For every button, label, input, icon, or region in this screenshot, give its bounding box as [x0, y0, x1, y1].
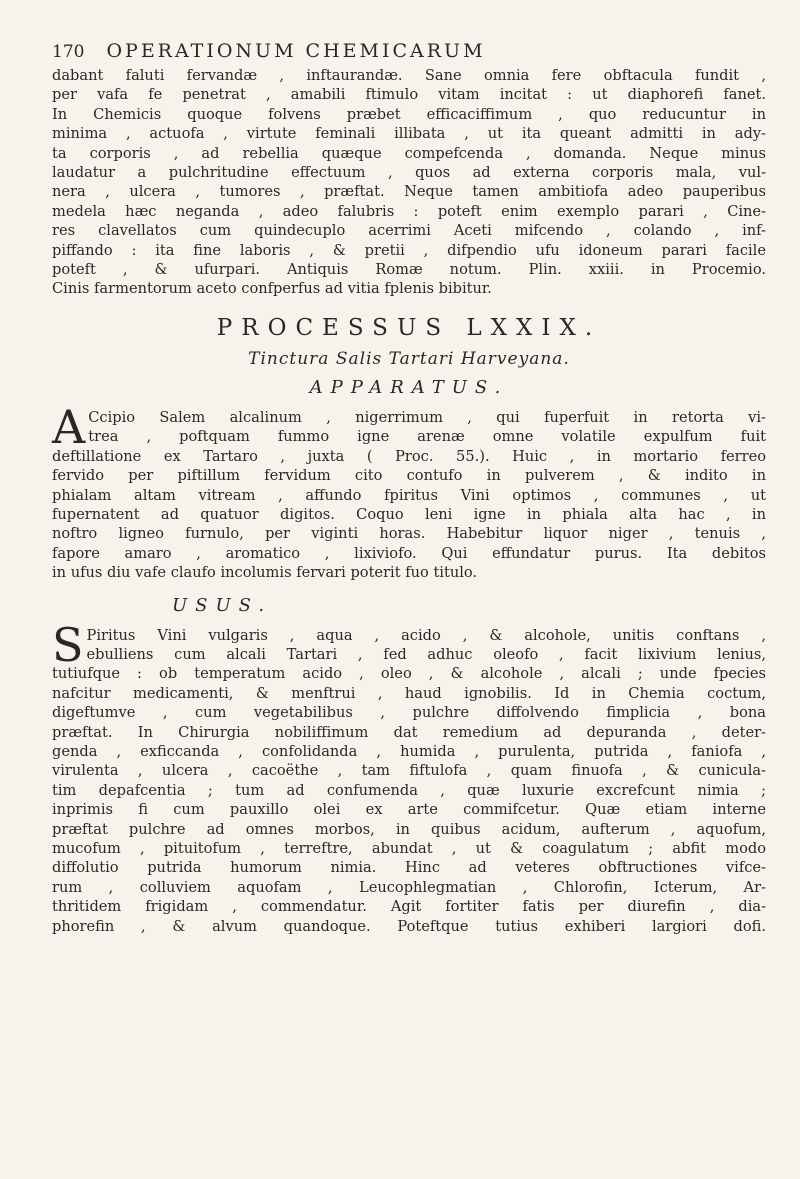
text-line: Ccipio Salem alcalinum , nigerrimum , qui fuperfuit in retorta vi- [88, 408, 766, 426]
text-line: fapore amaro , aromatico , lixiviofo. Qui effundatur purus. Ita debitos [52, 544, 766, 562]
text-line: inprimis fi cum pauxillo olei ex arte commifcetur. Quæ etiam interne [52, 801, 766, 819]
text-line: noftro ligneo furnulo, per viginti horas. Habebitur liquor niger , tenuis , [52, 525, 766, 543]
text-line: Piritus Vini vulgaris , aqua , acido , & alcohole, unitis conftans , [86, 626, 766, 644]
text-line: dabant faluti fervandæ , inftaurandæ. Sane omnia fere obftacula fundit , [52, 67, 766, 84]
apparatus-paragraph [52, 399, 766, 583]
text-line: in ufus diu vafe claufo incolumis fervari poterit fuo titulo. [52, 564, 478, 582]
drop-cap: S [52, 617, 84, 672]
text-line: tim depafcentia ; tum ad confumenda , quæ luxurie excrefcunt nimia ; [52, 781, 766, 799]
text-line: piffando : ita fine laboris , & pretii , difpendio ufu idoneum parari facile [52, 241, 766, 259]
text-line: genda , exficcanda , confolidanda , humida , purulenta, putrida , faniofa , [52, 742, 766, 760]
text-line: laudatur a pulchritudine effectuum , quos ad externa corporis mala, vul- [52, 164, 766, 182]
page-number: 170 [52, 42, 85, 62]
running-head [52, 40, 766, 62]
text-line: phorefin , & alvum quandoque. Poteftque tutius exhiberi largiori dofi. [52, 917, 766, 935]
text-line: præftat pulchre ad omnes morbos, in quibus acidum, aufterum , aquofum, [52, 820, 766, 838]
text-line: nafcitur medicamenti, & menftrui , haud ignobilis. Id in Chemia coctum, [52, 684, 766, 702]
text-line: diffolutio putrida humorum nimia. Hinc ad veteres obftructiones vifce- [52, 859, 766, 877]
text-line: medela hæc neganda , adeo falubris : poteft enim exemplo parari , Cine- [52, 202, 766, 220]
apparatus-heading: APPARATUS. [309, 376, 509, 398]
text-line: ta corporis , ad rebellia quæque compefcenda , domanda. Neque minus [52, 144, 766, 162]
text-line: fervido per piftillum fervidum cito contufo in pulverem , & indito in [52, 467, 766, 485]
text-line: præftat. In Chirurgia nobiliffimum dat remedium ad depuranda , deter- [52, 723, 766, 741]
text-line: per vafa fe penetrat , amabili ftimulo vitam incitat : ut diaphorefi fanet. [52, 86, 766, 104]
text-line: thritidem frigidam , commendatur. Agit fortiter fatis per diurefin , dia- [52, 898, 766, 916]
text-line: rum , colluviem aquofam , Leucophlegmatian , Chlorofin, Icterum, Ar- [52, 878, 766, 896]
text-line: In Chemicis quoque folvens præbet efficaciffimum , quo reducuntur in [52, 105, 766, 123]
text-line: deftillatione ex Tartaro , juxta ( Proc. 55.). Huic , in mortario ferreo [52, 447, 766, 465]
text-line: ebulliens cum alcali Tartari , fed adhuc oleofo , facit lixivium lenius, [86, 645, 766, 663]
text-line: Cinis farmentorum aceto confperfus ad vitia fplenis bibitur. [52, 280, 492, 298]
text-line: res clavellatos cum quindecuplo acerrimi Aceti mifcendo , colando , inf- [52, 222, 766, 240]
text-line: fupernatent ad quatuor digitos. Coquo leni igne in phiala alta hac , in [52, 505, 766, 523]
process-subtitle: Tinctura Salis Tartari Harveyana. [248, 348, 570, 369]
text-line: digeftumve , cum vegetabilibus , pulchre diffolvendo fimplicia , bona [52, 704, 766, 722]
text-line: phialam altam vitream , affundo fpiritus Vini optimos , communes , ut [52, 486, 766, 504]
usus-heading: USUS. [172, 594, 273, 616]
text-line: minima , actuofa , virtute feminali illibata , ut ita queant admitti in ady- [52, 125, 766, 143]
text-line: poteft , & ufurpari. Antiquis Romæ notum. Plin. xxiii. in Procemio. [52, 261, 766, 279]
intro-paragraph [52, 66, 766, 299]
text-line: mucofum , pituitofum , terreftre, abundat , ut & coagulatum ; abfit modo [52, 840, 766, 857]
usus-paragraph [52, 617, 766, 937]
text-line: nera , ulcera , tumores , præftat. Neque tamen ambitiofa adeo pauperibus [52, 183, 766, 201]
text-line: tutiufque : ob temperatum acido , oleo , & alcohole , alcali ; unde fpecies [52, 665, 766, 683]
drop-cap: A [52, 399, 86, 454]
text-line: trea , poftquam fummo igne arenæ omne volatile expulfum fuit [88, 428, 766, 446]
text-line: virulenta , ulcera , cacoëthe , tam fiftulofa , quam finuofa , & cunicula- [52, 762, 766, 780]
process-heading: PROCESSUS LXXIX. [216, 314, 602, 341]
running-title: OPERATIONUM CHEMICARUM [106, 40, 486, 62]
